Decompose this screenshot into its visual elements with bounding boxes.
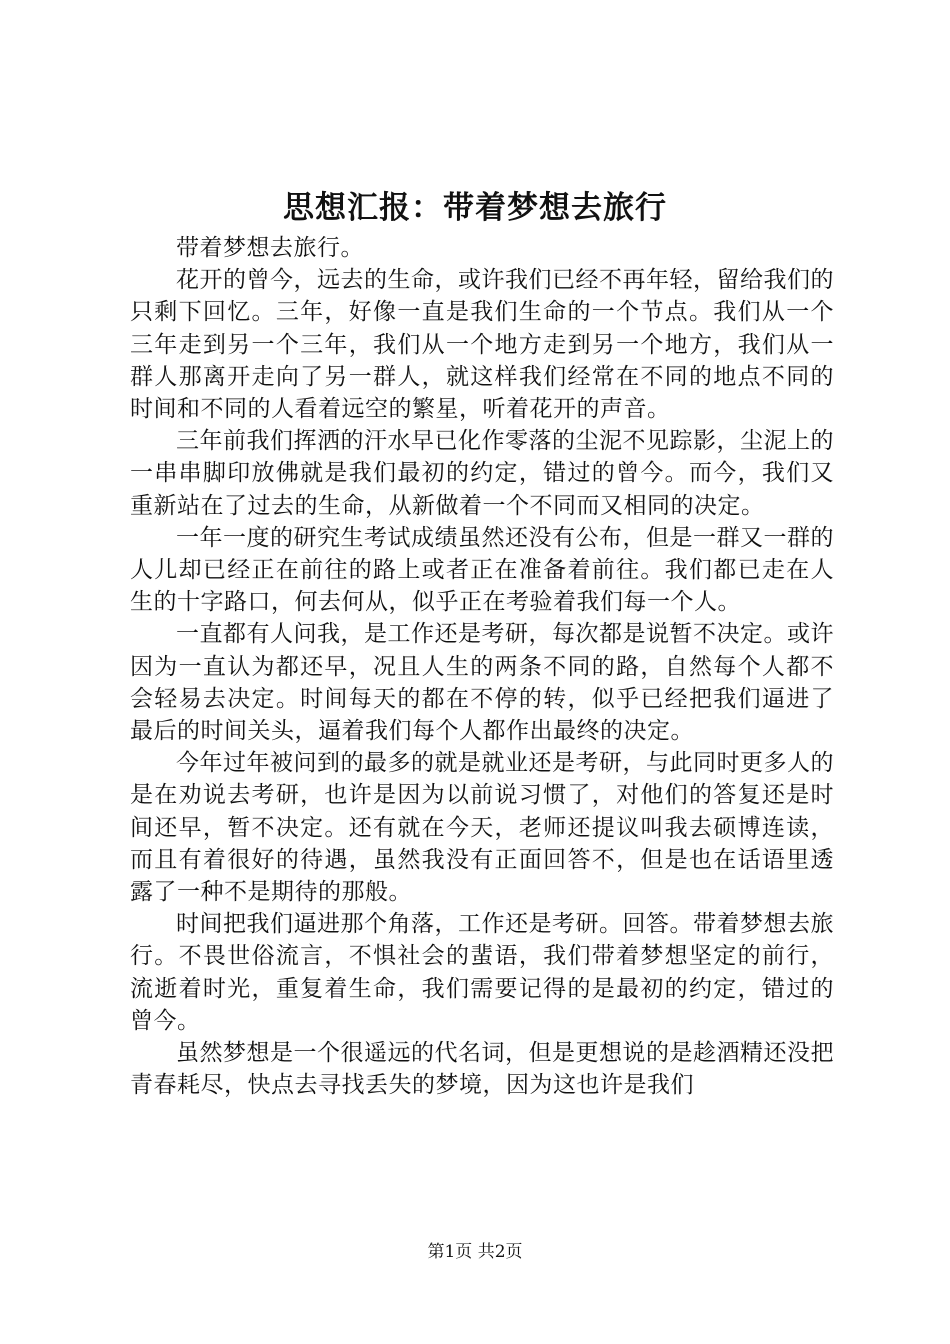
paragraph-7: 时间把我们逼进那个角落，工作还是考研。回答。带着梦想去旅行。不畏世俗流言，不惧社会的蜚语，我们带着梦想坚定的前行，流逝着时光，重复着生命，我们需要记得的是最初的约定，错过的曾今。: [130, 911, 834, 1034]
document-body: [130, 232, 834, 1101]
paragraph-4: 一年一度的研究生考试成绩虽然还没有公布，但是一群又一群的人儿却已经正在前往的路上或者正在准备着前往。我们都已走在人生的十字路口，何去何从，似乎正在考验着我们每一个人。: [130, 524, 834, 616]
paragraph-6: 今年过年被问到的最多的就是就业还是考研，与此同时更多人的是在劝说去考研，也许是因为以前说习惯了，对他们的答复还是时间还早，暂不决定。还有就在今天，老师还提议叫我去硕博连读，而且有着很好的待遇，虽然我没有正面回答不，但是也在话语里透露了一种不是期待的那般。: [130, 750, 834, 906]
paragraph-5: 一直都有人问我，是工作还是考研，每次都是说暂不决定。或许因为一直认为都还早，况且人生的两条不同的路，自然每个人都不会轻易去决定。时间每天的都在不停的转，似乎已经把我们逼进了最后的时间关头，逼着我们每个人都作出最终的决定。: [130, 621, 834, 745]
paragraph-2: 花开的曾今，远去的生命，或许我们已经不再年轻，留给我们的只剩下回忆。三年，好像一直是我们生命的一个节点。我们从一个三年走到另一个三年，我们从一个地方走到另一个地方，我们从一群人那离开走向了另一群人，就这样我们经常在不同的地点不同的时间和不同的人看着远空的繁星，听着花开的声音。: [130, 267, 834, 423]
paragraph-8: 虽然梦想是一个很遥远的代名词，但是更想说的是趁酒精还没把青春耗尽，快点去寻找丢失的梦境，因为这也许是我们: [130, 1040, 834, 1099]
paragraph-3: 三年前我们挥洒的汗水早已化作零落的尘泥不见踪影，尘泥上的一串串脚印放佛就是我们最初的约定，错过的曾今。而今，我们又重新站在了过去的生命，从新做着一个不同而又相同的决定。: [130, 428, 834, 519]
page-number-footer: 第1页 共2页: [427, 1242, 523, 1262]
document-title: 思想汇报：带着梦想去旅行: [283, 190, 667, 226]
paragraph-1: 带着梦想去旅行。: [176, 235, 364, 261]
